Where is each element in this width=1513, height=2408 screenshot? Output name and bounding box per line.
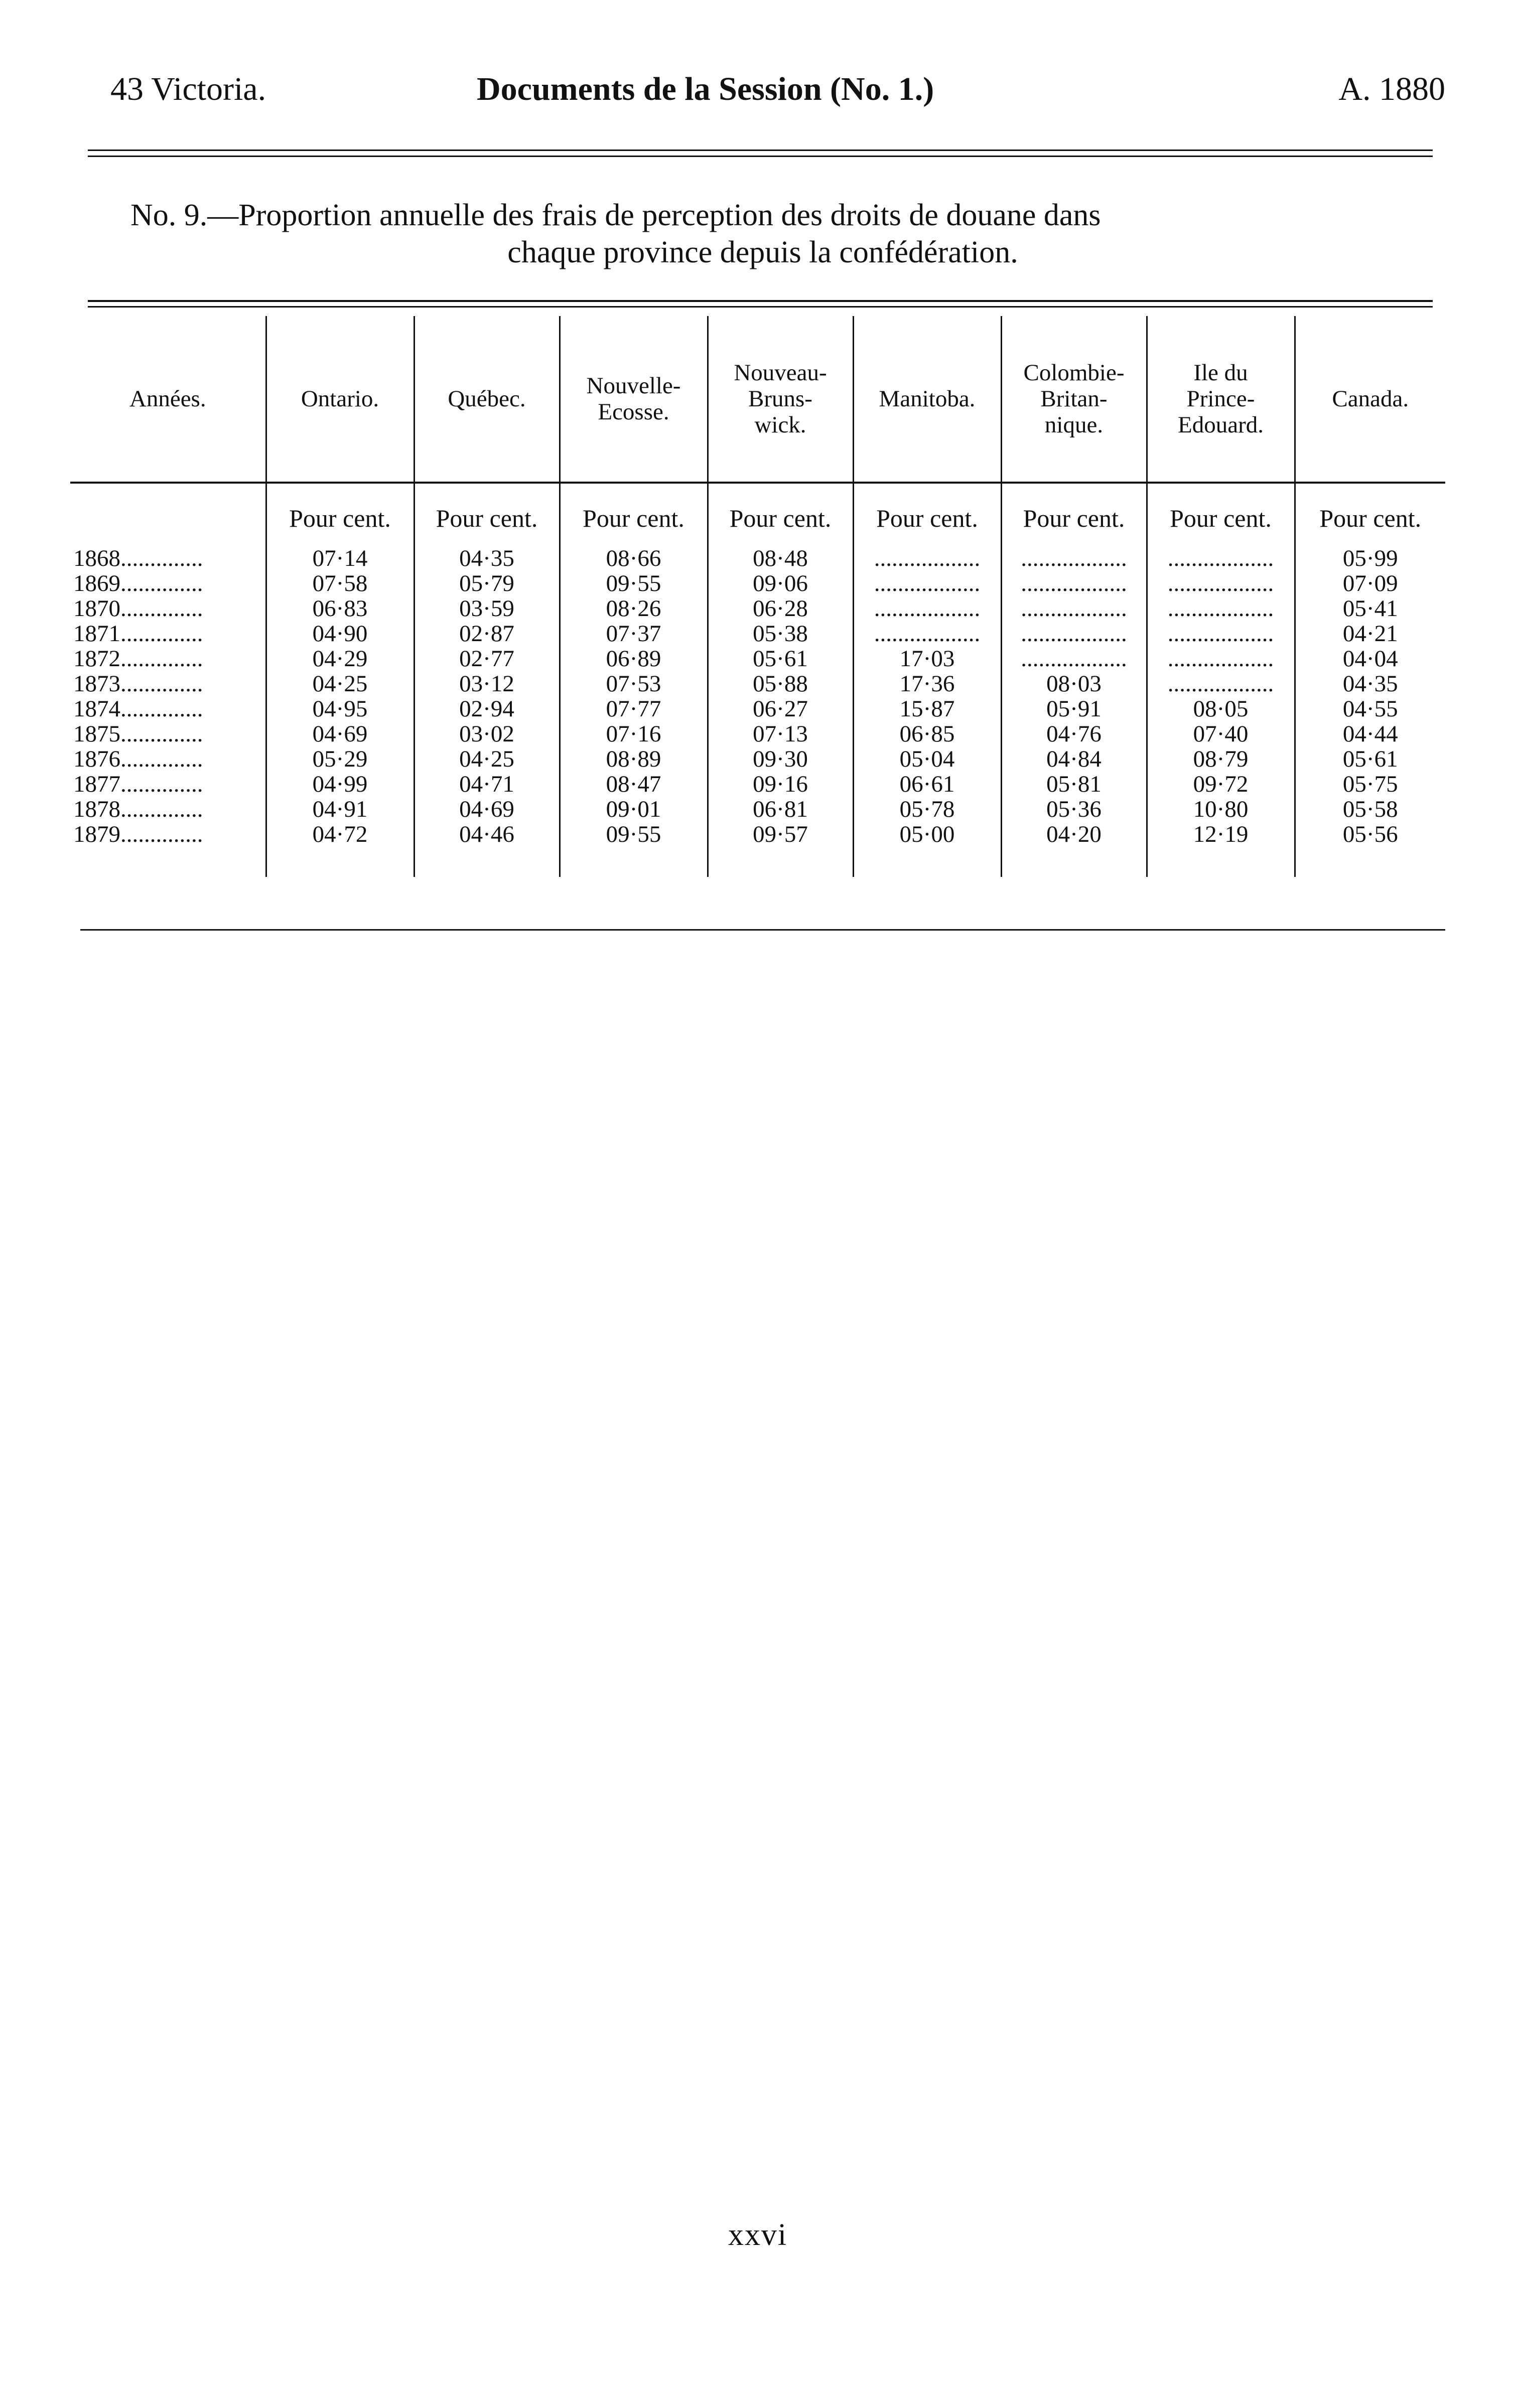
- column-header-row: [70, 316, 1445, 483]
- unit-cell: Pour cent.: [1147, 483, 1295, 546]
- percent-cell: 06·85: [853, 721, 1001, 746]
- table-row: [70, 797, 1445, 822]
- column-header-nouveau-brunswick: [708, 316, 853, 483]
- year-cell: 1876..............: [73, 746, 203, 772]
- unit-cell: Pour cent.: [560, 483, 708, 546]
- column-header-ontario: [266, 316, 414, 483]
- column-header-line: Colombie-: [1023, 360, 1125, 386]
- year-cell: 1875..............: [73, 721, 203, 747]
- unit-cell: Pour cent.: [853, 483, 1001, 546]
- table-row: [70, 772, 1445, 797]
- percent-cell: ..................: [1147, 571, 1295, 596]
- column-header-line: Années.: [129, 386, 206, 412]
- unit-cell: Pour cent.: [1001, 483, 1147, 546]
- percent-cell: 04·25: [414, 746, 560, 772]
- percent-cell: 09·57: [708, 822, 853, 877]
- unit-cell: Pour cent.: [266, 483, 414, 546]
- percent-cell: 05·91: [1001, 696, 1147, 721]
- year-cell: 1878..............: [73, 796, 203, 822]
- percent-cell: 04·35: [414, 546, 560, 571]
- percent-cell: 05·41: [1295, 596, 1445, 621]
- percent-cell: 05·99: [1295, 546, 1445, 571]
- percent-cell: 08·03: [1001, 671, 1147, 696]
- year-cell: 1877..............: [73, 771, 203, 797]
- header-rule-bottom: [88, 156, 1433, 157]
- percent-cell: 06·89: [560, 646, 708, 671]
- percent-cell: 04·72: [266, 822, 414, 877]
- percent-cell: ..................: [1001, 596, 1147, 621]
- column-header-line: nique.: [1044, 412, 1104, 438]
- column-header-line: Ontario.: [301, 386, 379, 412]
- percent-cell: 04·69: [414, 797, 560, 822]
- percent-cell: 12·19: [1147, 822, 1295, 877]
- percent-cell: 15·87: [853, 696, 1001, 721]
- column-header-line: Bruns-: [748, 386, 812, 412]
- percent-cell: 05·81: [1001, 772, 1147, 797]
- percent-cell: 06·83: [266, 596, 414, 621]
- percent-cell: 08·47: [560, 772, 708, 797]
- percent-cell: 09·06: [708, 571, 853, 596]
- year-cell: 1871..............: [73, 621, 203, 647]
- percent-cell: ..................: [1147, 546, 1295, 571]
- table-title: [130, 197, 1395, 271]
- percent-cell: 09·72: [1147, 772, 1295, 797]
- table-row: [70, 546, 1445, 571]
- units-row: [70, 483, 1445, 546]
- table-row: [70, 696, 1445, 721]
- table-row: [70, 746, 1445, 772]
- percent-cell: 07·09: [1295, 571, 1445, 596]
- percent-cell: 04·90: [266, 621, 414, 646]
- table-row: [70, 596, 1445, 621]
- percent-cell: ..................: [1001, 546, 1147, 571]
- running-header: [80, 70, 1445, 115]
- percent-cell: 03·59: [414, 596, 560, 621]
- column-header-line: Ecosse.: [598, 399, 669, 425]
- percent-cell: 04·55: [1295, 696, 1445, 721]
- year-cell: 1874..............: [73, 696, 203, 722]
- year-cell: 1873..............: [73, 671, 203, 697]
- table-title-line-2: chaque province depuis la confédération.: [507, 235, 1018, 269]
- percent-cell: 05·56: [1295, 822, 1445, 877]
- column-header-nouvelle-ecosse: [560, 316, 708, 483]
- customs-collection-cost-table: [70, 316, 1445, 877]
- percent-cell: ..................: [853, 596, 1001, 621]
- unit-cell: Pour cent.: [414, 483, 560, 546]
- percent-cell: 05·88: [708, 671, 853, 696]
- percent-cell: 05·38: [708, 621, 853, 646]
- year-cell: 1879..............: [73, 821, 203, 847]
- header-rule-top: [88, 149, 1433, 151]
- percent-cell: 07·13: [708, 721, 853, 746]
- column-header-line: Nouveau-: [734, 360, 827, 386]
- header-volume-year: A. 1880: [1338, 71, 1445, 107]
- percent-cell: 08·05: [1147, 696, 1295, 721]
- percent-cell: 06·81: [708, 797, 853, 822]
- percent-cell: 07·37: [560, 621, 708, 646]
- column-header-colombie-britannique: [1001, 316, 1147, 483]
- percent-cell: 08·66: [560, 546, 708, 571]
- column-header-canada: [1295, 316, 1445, 483]
- column-header-line: wick.: [754, 412, 806, 438]
- percent-cell: 08·79: [1147, 746, 1295, 772]
- percent-cell: 09·55: [560, 571, 708, 596]
- percent-cell: 09·30: [708, 746, 853, 772]
- percent-cell: 04·69: [266, 721, 414, 746]
- percent-cell: 05·61: [1295, 746, 1445, 772]
- column-header-annees: [70, 316, 266, 483]
- column-header-line: Manitoba.: [879, 386, 976, 412]
- table-row: [70, 646, 1445, 671]
- percent-cell: 07·53: [560, 671, 708, 696]
- percent-cell: 05·78: [853, 797, 1001, 822]
- percent-cell: 09·16: [708, 772, 853, 797]
- column-header-line: Québec.: [448, 386, 526, 412]
- percent-cell: 07·16: [560, 721, 708, 746]
- percent-cell: 02·87: [414, 621, 560, 646]
- percent-cell: 04·84: [1001, 746, 1147, 772]
- table-row: [70, 721, 1445, 746]
- percent-cell: 03·12: [414, 671, 560, 696]
- percent-cell: 07·14: [266, 546, 414, 571]
- table-row: [70, 671, 1445, 696]
- percent-cell: 04·95: [266, 696, 414, 721]
- percent-cell: 04·71: [414, 772, 560, 797]
- table-row: [70, 621, 1445, 646]
- percent-cell: 17·36: [853, 671, 1001, 696]
- percent-cell: 05·04: [853, 746, 1001, 772]
- percent-cell: 08·89: [560, 746, 708, 772]
- page-folio: xxvi: [728, 2218, 788, 2252]
- percent-cell: 05·29: [266, 746, 414, 772]
- percent-cell: 04·35: [1295, 671, 1445, 696]
- percent-cell: 05·36: [1001, 797, 1147, 822]
- percent-cell: 02·77: [414, 646, 560, 671]
- unit-cell: [70, 483, 266, 546]
- percent-cell: ..................: [853, 621, 1001, 646]
- percent-cell: 05·00: [853, 822, 1001, 877]
- percent-cell: 08·26: [560, 596, 708, 621]
- column-header-line: Edouard.: [1178, 412, 1264, 438]
- percent-cell: ..................: [1147, 646, 1295, 671]
- percent-cell: ..................: [1147, 621, 1295, 646]
- percent-cell: ..................: [1001, 646, 1147, 671]
- percent-cell: 04·21: [1295, 621, 1445, 646]
- column-header-line: Canada.: [1332, 386, 1409, 412]
- percent-cell: 04·99: [266, 772, 414, 797]
- unit-cell: Pour cent.: [1295, 483, 1445, 546]
- table-row: [70, 571, 1445, 596]
- percent-cell: 08·48: [708, 546, 853, 571]
- percent-cell: 03·02: [414, 721, 560, 746]
- percent-cell: 09·55: [560, 822, 708, 877]
- table-body: [70, 483, 1445, 877]
- percent-cell: 07·77: [560, 696, 708, 721]
- year-cell: 1872..............: [73, 646, 203, 672]
- percent-cell: 04·29: [266, 646, 414, 671]
- percent-cell: 04·76: [1001, 721, 1147, 746]
- year-cell: 1868..............: [73, 545, 203, 571]
- header-document-title: Documents de la Session (No. 1.): [477, 71, 934, 107]
- table-top-rule-thin: [88, 306, 1433, 308]
- percent-cell: 05·75: [1295, 772, 1445, 797]
- column-header-line: Nouvelle-: [586, 373, 681, 399]
- percent-cell: ..................: [1147, 596, 1295, 621]
- percent-cell: ..................: [1001, 571, 1147, 596]
- percent-cell: 04·46: [414, 822, 560, 877]
- percent-cell: 06·61: [853, 772, 1001, 797]
- column-header-line: Britan-: [1040, 386, 1108, 412]
- percent-cell: 04·91: [266, 797, 414, 822]
- table-bottom-rule: [80, 929, 1445, 931]
- percent-cell: 02·94: [414, 696, 560, 721]
- column-header-line: Ile du: [1193, 360, 1248, 386]
- percent-cell: 05·58: [1295, 797, 1445, 822]
- table-title-line-1: No. 9.—Proportion annuelle des frais de perception des droits de douane dans: [130, 198, 1101, 232]
- percent-cell: 04·44: [1295, 721, 1445, 746]
- percent-cell: 06·28: [708, 596, 853, 621]
- header-session-year: 43 Victoria.: [110, 71, 266, 107]
- year-cell: 1869..............: [73, 570, 203, 596]
- table-top-rule-thick: [88, 300, 1433, 302]
- percent-cell: 09·01: [560, 797, 708, 822]
- percent-cell: 04·04: [1295, 646, 1445, 671]
- table-row: [70, 822, 1445, 877]
- percent-cell: ..................: [853, 546, 1001, 571]
- column-header-manitoba: [853, 316, 1001, 483]
- year-cell: 1870..............: [73, 595, 203, 622]
- column-header-quebec: [414, 316, 560, 483]
- percent-cell: 17·03: [853, 646, 1001, 671]
- unit-cell: Pour cent.: [708, 483, 853, 546]
- percent-cell: 04·25: [266, 671, 414, 696]
- percent-cell: 05·61: [708, 646, 853, 671]
- percent-cell: 10·80: [1147, 797, 1295, 822]
- percent-cell: ..................: [853, 571, 1001, 596]
- percent-cell: 05·79: [414, 571, 560, 596]
- percent-cell: 04·20: [1001, 822, 1147, 877]
- column-header-line: Prince-: [1186, 386, 1255, 412]
- percent-cell: 07·58: [266, 571, 414, 596]
- percent-cell: 07·40: [1147, 721, 1295, 746]
- percent-cell: ..................: [1001, 621, 1147, 646]
- percent-cell: ..................: [1147, 671, 1295, 696]
- percent-cell: 06·27: [708, 696, 853, 721]
- column-header-ile-du-prince-edouard: [1147, 316, 1295, 483]
